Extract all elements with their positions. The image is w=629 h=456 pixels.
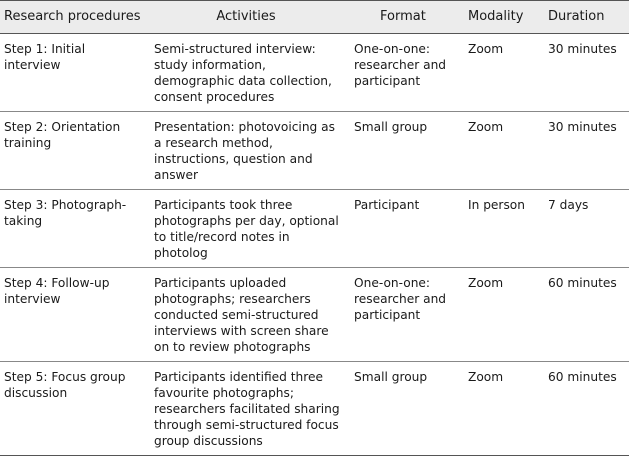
cell-activities: Participants took three photographs per day, optional to title/record notes in photolog [154,198,339,260]
table-row [0,112,629,190]
cell-activities: Participants uploaded photographs; researchers conducted semi-structured interviews with screen share on to review photographs [154,276,329,354]
cell-duration: 60 minutes [548,276,617,290]
table-row [0,34,629,112]
cell-modality: In person [468,198,525,212]
cell-duration: 60 minutes [548,370,617,384]
cell-activities: Semi-structured interview: study information, demographic data collection, consent procedures [154,42,332,104]
table-row [0,190,629,268]
cell-procedure: Step 5: Focus group discussion [4,370,126,400]
cell-modality: Zoom [468,276,504,290]
cell-format: One-on-one: researcher and participant [354,42,447,88]
cell-modality: Zoom [468,42,504,56]
cell-procedure: Step 4: Follow-up interview [4,276,110,306]
cell-modality: Zoom [468,120,504,134]
header-format: Format [380,9,426,24]
cell-format: One-on-one: researcher and participant [354,276,447,322]
cell-activities: Presentation: photovoicing as a research method, instructions, question and answer [154,120,335,182]
cell-procedure: Step 2: Orientation training [4,120,121,150]
header-research-procedures: Research procedures [4,9,141,24]
header-activities: Activities [216,9,276,24]
table-body [0,34,629,456]
cell-format: Small group [354,120,428,134]
cell-duration: 30 minutes [548,42,617,56]
cell-procedure: Step 3: Photograph-taking [4,198,127,228]
cell-duration: 30 minutes [548,120,617,134]
header-modality: Modality [468,9,524,24]
cell-modality: Zoom [468,370,504,384]
table-row [0,362,629,456]
cell-format: Participant [354,198,420,212]
cell-duration: 7 days [548,198,589,212]
header-duration: Duration [548,9,605,24]
table-header [0,1,629,34]
table-row [0,268,629,362]
header-row [0,1,629,34]
cell-procedure: Step 1: Initial interview [4,42,86,72]
cell-format: Small group [354,370,428,384]
cell-activities: Participants identified three favourite photographs; researchers facilitated sharing through semi-structured focus group discussions [154,370,340,448]
